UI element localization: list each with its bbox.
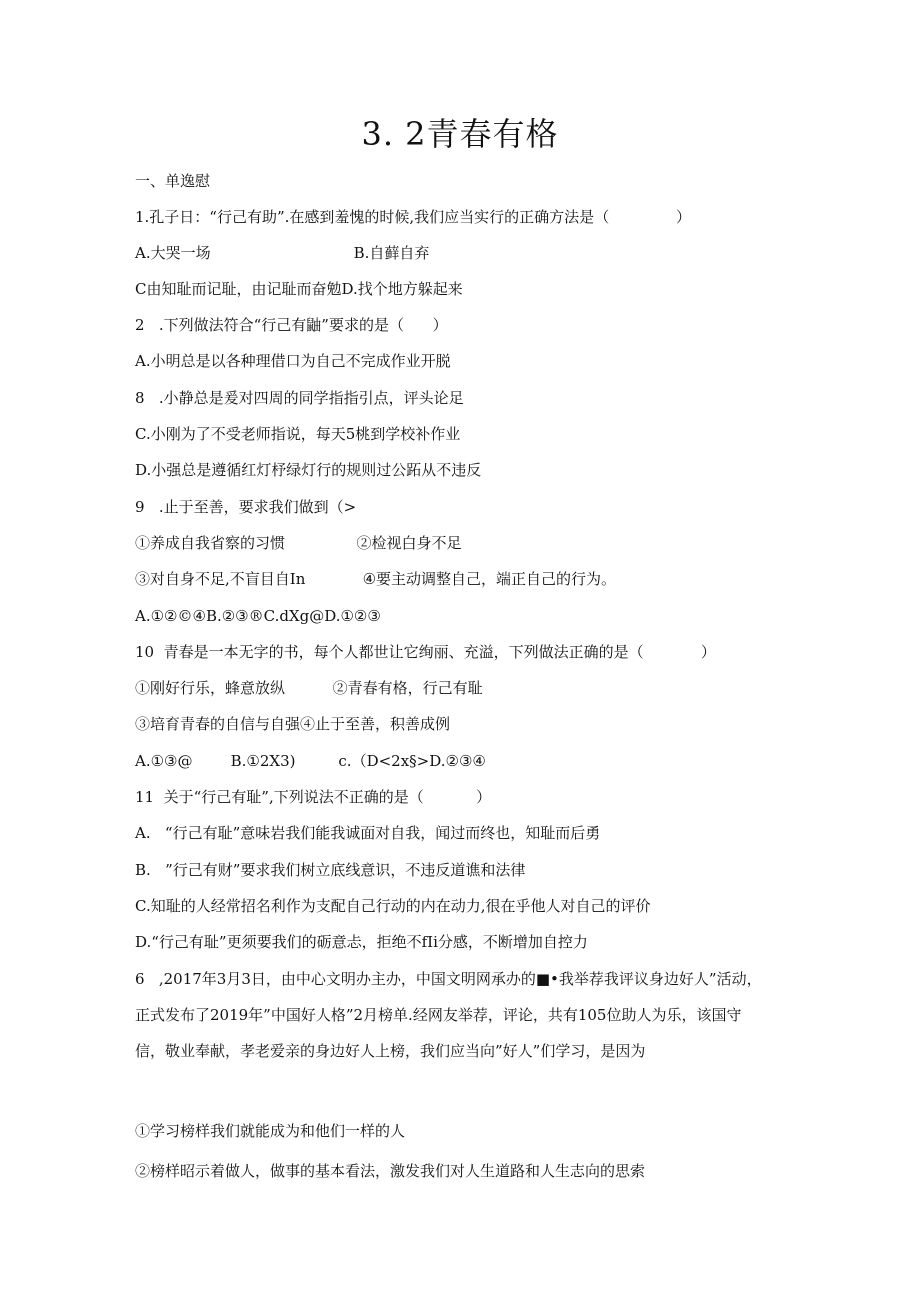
- question-2-option-d: D.小强总是遵循红灯杼绿灯行的规则过公跖从不违反: [135, 461, 482, 479]
- question-11-option-b: B. ”行己有财”要求我们树立底线意识，不违反道谯和法律: [135, 861, 526, 879]
- question-2-option-c: C.小刚为了不受老师指说，每天5桃到学校补作业: [135, 425, 461, 443]
- question-9-items-34: ③对自身不足,不盲目自In ④要主动调整自己，端正自己的行为。: [135, 570, 617, 588]
- question-6-stem-line-1: 6 ,2017年3月3日，由中心文明办主办，中国文明网承办的■•我举荐我评议身边好人”活动，: [135, 970, 762, 988]
- question-11-option-a: A. “行己有耻”意味岩我们能我诚面对自我，闻过而终也，知耻而后勇: [135, 824, 601, 842]
- section-heading: 一、单逸慰: [135, 172, 211, 190]
- question-10-items-34: ③培育青春的自信与自强④止于至善，积善成例: [135, 715, 451, 733]
- question-2-option-a: A.小明总是以各种理借口为自己不完成作业开脱: [135, 352, 451, 370]
- question-10-stem: 10 青春是一本无字的书，每个人都世让它绚丽、充溢，下列做法正确的是（ ）: [135, 643, 716, 661]
- question-2-option-b: 8 .小静总是爰对四周的同学指指引点，评头论足: [135, 389, 464, 407]
- question-6-item-2: ②榜样昭示着做人，做事的基本看法，激发我们对人生道路和人生志向的思索: [135, 1162, 646, 1180]
- question-6-stem-line-2: 正式发布了2019年”中国好人格”2月榜单.经网友举荐，评论，共有105位助人为乐，该国守: [135, 1006, 742, 1024]
- question-9-items-12: ①养成自我省察的习惯 ②检视白身不足: [135, 534, 462, 552]
- page-title: 3. 2青春有格: [361, 115, 559, 153]
- question-11-option-c: C.知耻的人经常招名利作为支配自己行动的内在动力,很在乎他人对自己的评价: [135, 897, 651, 915]
- question-2-stem: 2 .下列做法符合“行己有鼬”要求的是（ ）: [135, 316, 448, 334]
- question-10-options: A.①③@ B.①2X3) c.（D<2x§>D.②③④: [135, 752, 486, 770]
- question-11-option-d: D.“行己有耻”更须要我们的砺意忐，拒绝不fIi分感，不断增加自控力: [135, 933, 588, 951]
- question-1-options-cd: C由知耻而记耻，由记耻而奋勉D.找个地方躲起来: [135, 280, 463, 298]
- question-1-options-ab: A.大哭一场 B.自藓自弃: [135, 244, 430, 262]
- question-9-stem: 9 .止于至善，要求我们做到（>: [135, 498, 357, 516]
- question-10-items-12: ①刚好行乐，蜂意放纵 ②青春有格，行己有耻: [135, 679, 483, 697]
- question-6-stem-line-3: 信，敬业奉献，孝老爱亲的身边好人上榜，我们应当向”好人”们学习，是因为: [135, 1042, 646, 1060]
- question-6-item-1: ①学习榜样我们就能成为和他们一样的人: [135, 1122, 406, 1140]
- question-1-stem: 1.孔子日：“行己有助”.在感到羞愧的时候,我们应当实行的正确方法是（ ）: [135, 208, 691, 226]
- question-9-options: A.①②©④B.②③®C.dXg@D.①②③: [135, 607, 381, 625]
- question-11-stem: 11 关于“行己有耻”,下列说法不正确的是（ ）: [135, 788, 492, 806]
